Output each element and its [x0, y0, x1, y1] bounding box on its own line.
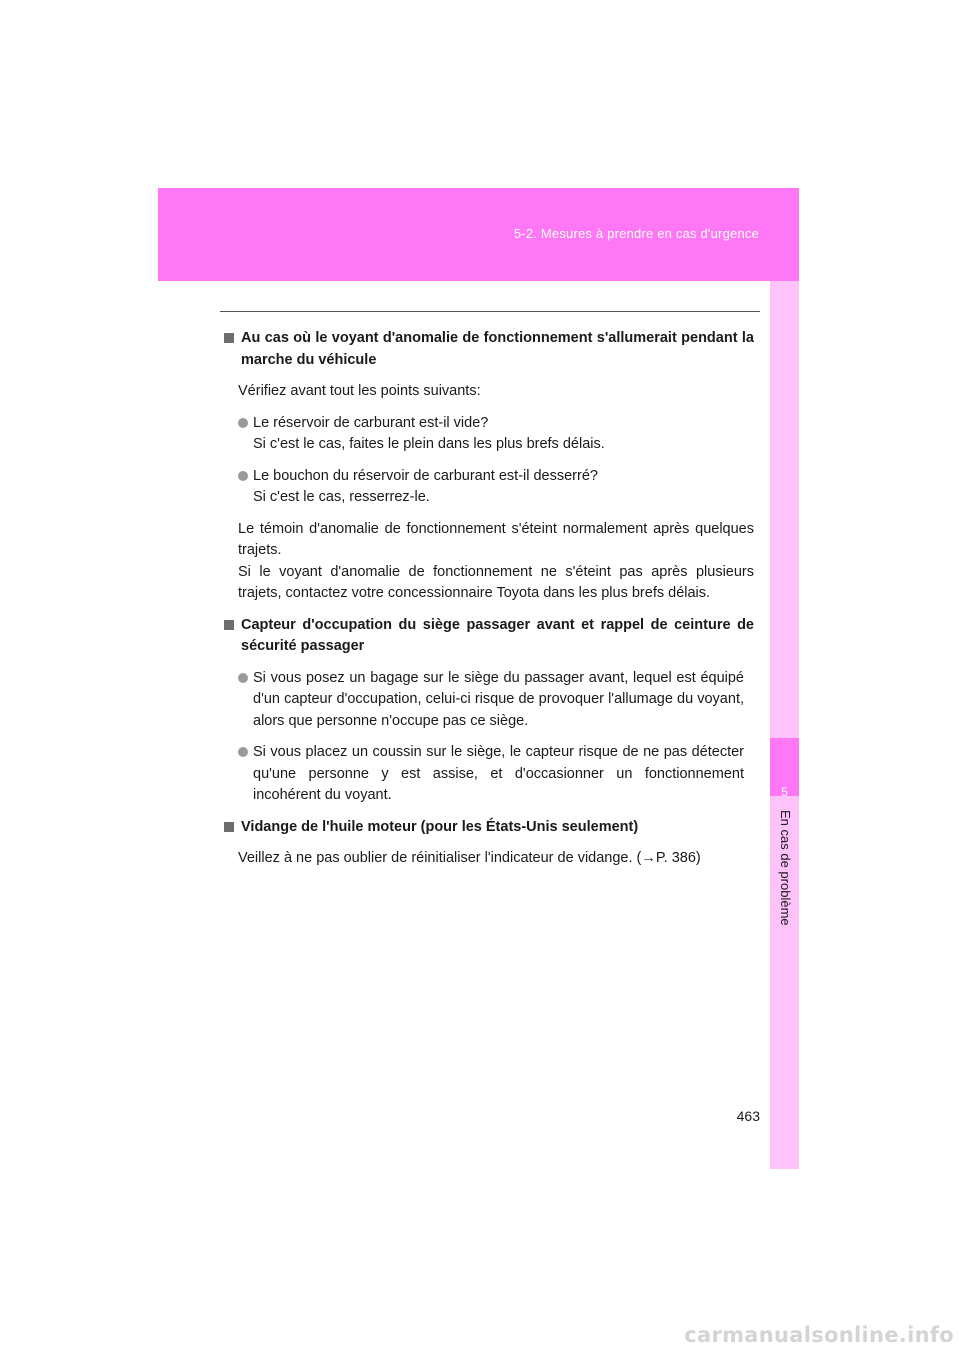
section-title: Vidange de l'huile moteur (pour les États-Unis seulement) — [241, 818, 639, 835]
list-item — [238, 742, 754, 807]
section-title: Capteur d'occupation du siège passager avant et rappel de ceinture de sécurité passager — [241, 616, 754, 654]
round-bullet-icon — [238, 747, 248, 757]
top-divider — [220, 311, 760, 312]
section-heading-mil — [222, 328, 754, 371]
chapter-label-container — [770, 810, 799, 950]
square-bullet-icon — [224, 620, 234, 630]
chapter-side-strip — [770, 281, 799, 1169]
section-heading-occupant-sensor — [222, 615, 754, 658]
section-title: Au cas où le voyant d'anomalie de fonctionnement s'allumerait pendant la marche du véhicule — [241, 330, 754, 368]
section-note: Si le voyant d'anomalie de fonctionnement ne s'éteint pas après plusieurs trajets, contactez votre concessionnaire Toyota dans les plus brefs délais. — [238, 563, 754, 601]
bullet-answer: Si c'est le cas, resserrez-le. — [253, 489, 430, 505]
square-bullet-icon — [224, 822, 234, 832]
bullet-question: Le bouchon du réservoir de carburant est-il desserré? — [253, 467, 598, 484]
bullet-question: Le réservoir de carburant est-il vide? — [253, 414, 489, 431]
chapter-label: En cas de problème — [778, 810, 793, 926]
list-item — [238, 668, 754, 733]
chapter-tab — [770, 738, 799, 799]
round-bullet-icon — [238, 471, 248, 481]
round-bullet-icon — [238, 673, 248, 683]
bullet-answer: Si c'est le cas, faites le plein dans les plus brefs délais. — [253, 436, 605, 452]
section-intro: Vérifiez avant tout les points suivants: — [238, 383, 481, 399]
bullet-text: Si vous placez un coussin sur le siège, le capteur risque de ne pas détecter qu'une personne y est assise, et d'occasionner un fonctionnement incohérent du voyant. — [253, 744, 744, 803]
section-note: Le témoin d'anomalie de fonctionnement s'éteint normalement après quelques trajets. — [238, 520, 754, 558]
watermark: carmanualsonline.info — [684, 1323, 954, 1347]
square-bullet-icon — [224, 333, 234, 343]
page-number: 463 — [736, 1108, 760, 1124]
header-band — [158, 188, 799, 281]
section-text: Veillez à ne pas oublier de réinitialiser l'indicateur de vidange. (→P. 386) — [238, 850, 701, 866]
chapter-number: 5 — [781, 785, 788, 799]
section-header-title: 5-2. Mesures à prendre en cas d'urgence — [513, 226, 759, 241]
section-heading-oil-change — [222, 817, 754, 839]
list-item — [238, 413, 754, 456]
bullet-text: Si vous posez un bagage sur le siège du passager avant, lequel est équipé d'un capteur d'occupation, celui-ci risque de provoquer l'allumage du voyant, alors que personne n'occupe pas ce siège. — [253, 669, 744, 729]
round-bullet-icon — [238, 418, 248, 428]
main-content — [222, 328, 754, 880]
list-item — [238, 466, 754, 509]
